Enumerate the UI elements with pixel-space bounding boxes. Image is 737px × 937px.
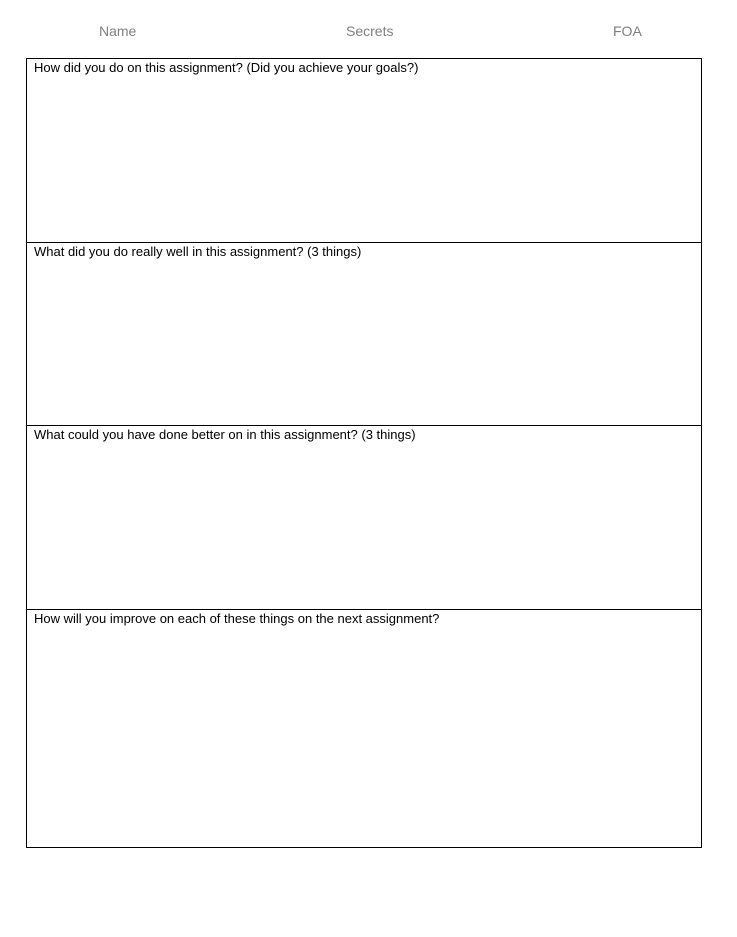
question-row-next-steps [27, 610, 701, 847]
question-label: What could you have done better on in this assignment? (3 things) [34, 427, 416, 442]
reflection-table [26, 58, 702, 848]
question-row-improvements [27, 426, 701, 610]
answer-area[interactable] [27, 446, 701, 609]
question-label: How did you do on this assignment? (Did you achieve your goals?) [34, 60, 419, 75]
question-label: How will you improve on each of these things on the next assignment? [34, 611, 440, 626]
question-row-achievement [27, 59, 701, 243]
header-name-label: Name [99, 23, 137, 39]
answer-area[interactable] [27, 630, 701, 847]
header-foa-label: FOA [613, 23, 642, 39]
header-secrets-label: Secrets [346, 23, 394, 39]
question-label: What did you do really well in this assignment? (3 things) [34, 244, 362, 259]
answer-area[interactable] [27, 263, 701, 425]
question-row-strengths [27, 243, 701, 426]
answer-area[interactable] [27, 79, 701, 242]
